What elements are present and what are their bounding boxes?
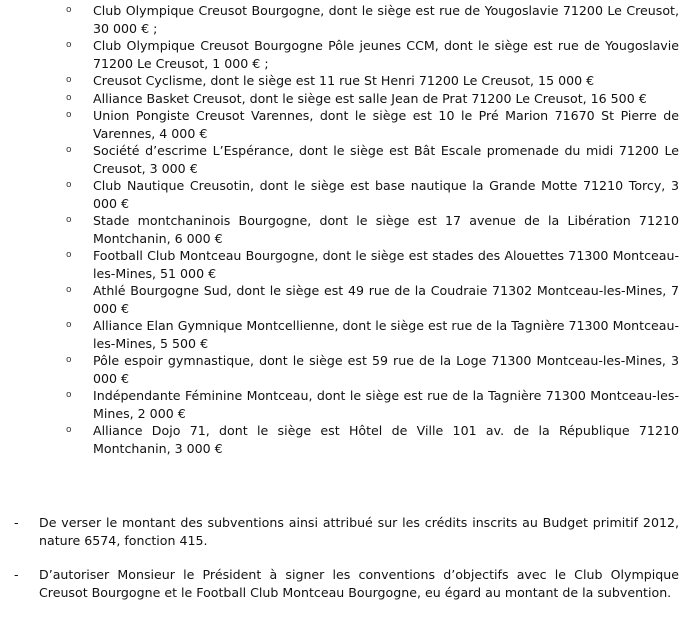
list-item (0, 387, 679, 422)
bullet-icon: o (66, 250, 72, 260)
bullet-icon: o (66, 285, 72, 295)
subsidy-text: Pôle espoir gymnastique, dont le siège est 59 rue de la Loge 71300 Montceau-les-Mines, 3 000 € (93, 353, 679, 386)
resolution-list (0, 514, 679, 618)
subsidy-text: Creusot Cyclisme, dont le siège est 11 rue St Henri 71200 Le Creusot, 15 000 € (93, 73, 595, 88)
subsidy-text: Stade montchaninois Bourgogne, dont le siège est 17 avenue de la Libération 71210 Montchanin, 6 000 € (93, 213, 679, 246)
subsidy-text: Athlé Bourgogne Sud, dont le siège est 49 rue de la Coudraie 71302 Montceau-les-Mines, 7 000 € (93, 283, 679, 316)
bullet-icon: o (66, 75, 72, 85)
subsidy-list (0, 2, 679, 457)
subsidy-text: Société d’escrime L’Espérance, dont le siège est Bât Escale promenade du midi 71200 Le Creusot, 3 000 € (93, 143, 679, 176)
list-item (0, 282, 679, 317)
bullet-icon: o (66, 180, 72, 190)
dash-bullet-icon: - (14, 567, 19, 582)
list-item (0, 212, 679, 247)
list-item (0, 352, 679, 387)
bullet-icon: o (66, 145, 72, 155)
list-item (0, 247, 679, 282)
bullet-icon: o (66, 390, 72, 400)
bullet-icon: o (66, 92, 72, 103)
list-item (0, 177, 679, 212)
subsidy-text: Indépendante Féminine Montceau, dont le siège est rue de la Tagnière 71300 Montceau-les-Mines, 2 000 € (93, 388, 679, 421)
subsidy-text: Club Olympique Creusot Bourgogne Pôle jeunes CCM, dont le siège est rue de Yougoslavie 71200 Le Creusot, 1 000 € ; (93, 38, 679, 71)
list-item (0, 90, 679, 108)
resolution-text: D’autoriser Monsieur le Président à signer les conventions d’objectifs avec le Club Olympique Creusot Bourgogne et le Football Club Montceau Bourgogne, eu égard au montant de la subvention. (39, 567, 679, 600)
list-item (0, 107, 679, 142)
list-item (0, 37, 679, 72)
subsidy-text: Alliance Dojo 71, dont le siège est Hôtel de Ville 101 av. de la République 71210 Montchanin, 3 000 € (93, 423, 679, 456)
bullet-icon: o (66, 425, 72, 435)
resolution-item (0, 514, 679, 549)
subsidy-text: Union Pongiste Creusot Varennes, dont le siège est 10 le Pré Marion 71670 St Pierre de Varennes, 4 000 € (93, 108, 679, 141)
list-item (0, 142, 679, 177)
list-item (0, 2, 679, 37)
bullet-icon: o (66, 320, 72, 330)
bullet-icon: o (66, 215, 72, 225)
bullet-icon: o (66, 355, 72, 365)
list-item (0, 422, 679, 457)
list-item (0, 72, 679, 90)
subsidy-text: Club Olympique Creusot Bourgogne, dont le siège est rue de Yougoslavie 71200 Le Creusot, 30 000 € ; (93, 3, 679, 36)
subsidy-text: Alliance Elan Gymnique Montcellienne, dont le siège est rue de la Tagnière 71300 Montceau-les-Mines, 5 500 € (93, 318, 679, 351)
subsidy-text: Club Nautique Creusotin, dont le siège est base nautique la Grande Motte 71210 Torcy, 3 000 € (93, 178, 679, 211)
resolution-item (0, 566, 679, 601)
list-item (0, 317, 679, 352)
subsidy-text: Football Club Montceau Bourgogne, dont le siège est stades des Alouettes 71300 Montceau-les-Mines, 51 000 € (93, 248, 679, 281)
bullet-icon: o (66, 110, 72, 120)
bullet-icon: o (66, 40, 72, 50)
dash-bullet-icon: - (14, 515, 19, 530)
bullet-icon: o (66, 5, 72, 15)
resolution-text: De verser le montant des subventions ainsi attribué sur les crédits inscrits au Budget primitif 2012, nature 6574, fonction 415. (39, 515, 679, 548)
subsidy-text: Alliance Basket Creusot, dont le siège est salle Jean de Prat 71200 Le Creusot, 16 500 € (93, 90, 647, 106)
